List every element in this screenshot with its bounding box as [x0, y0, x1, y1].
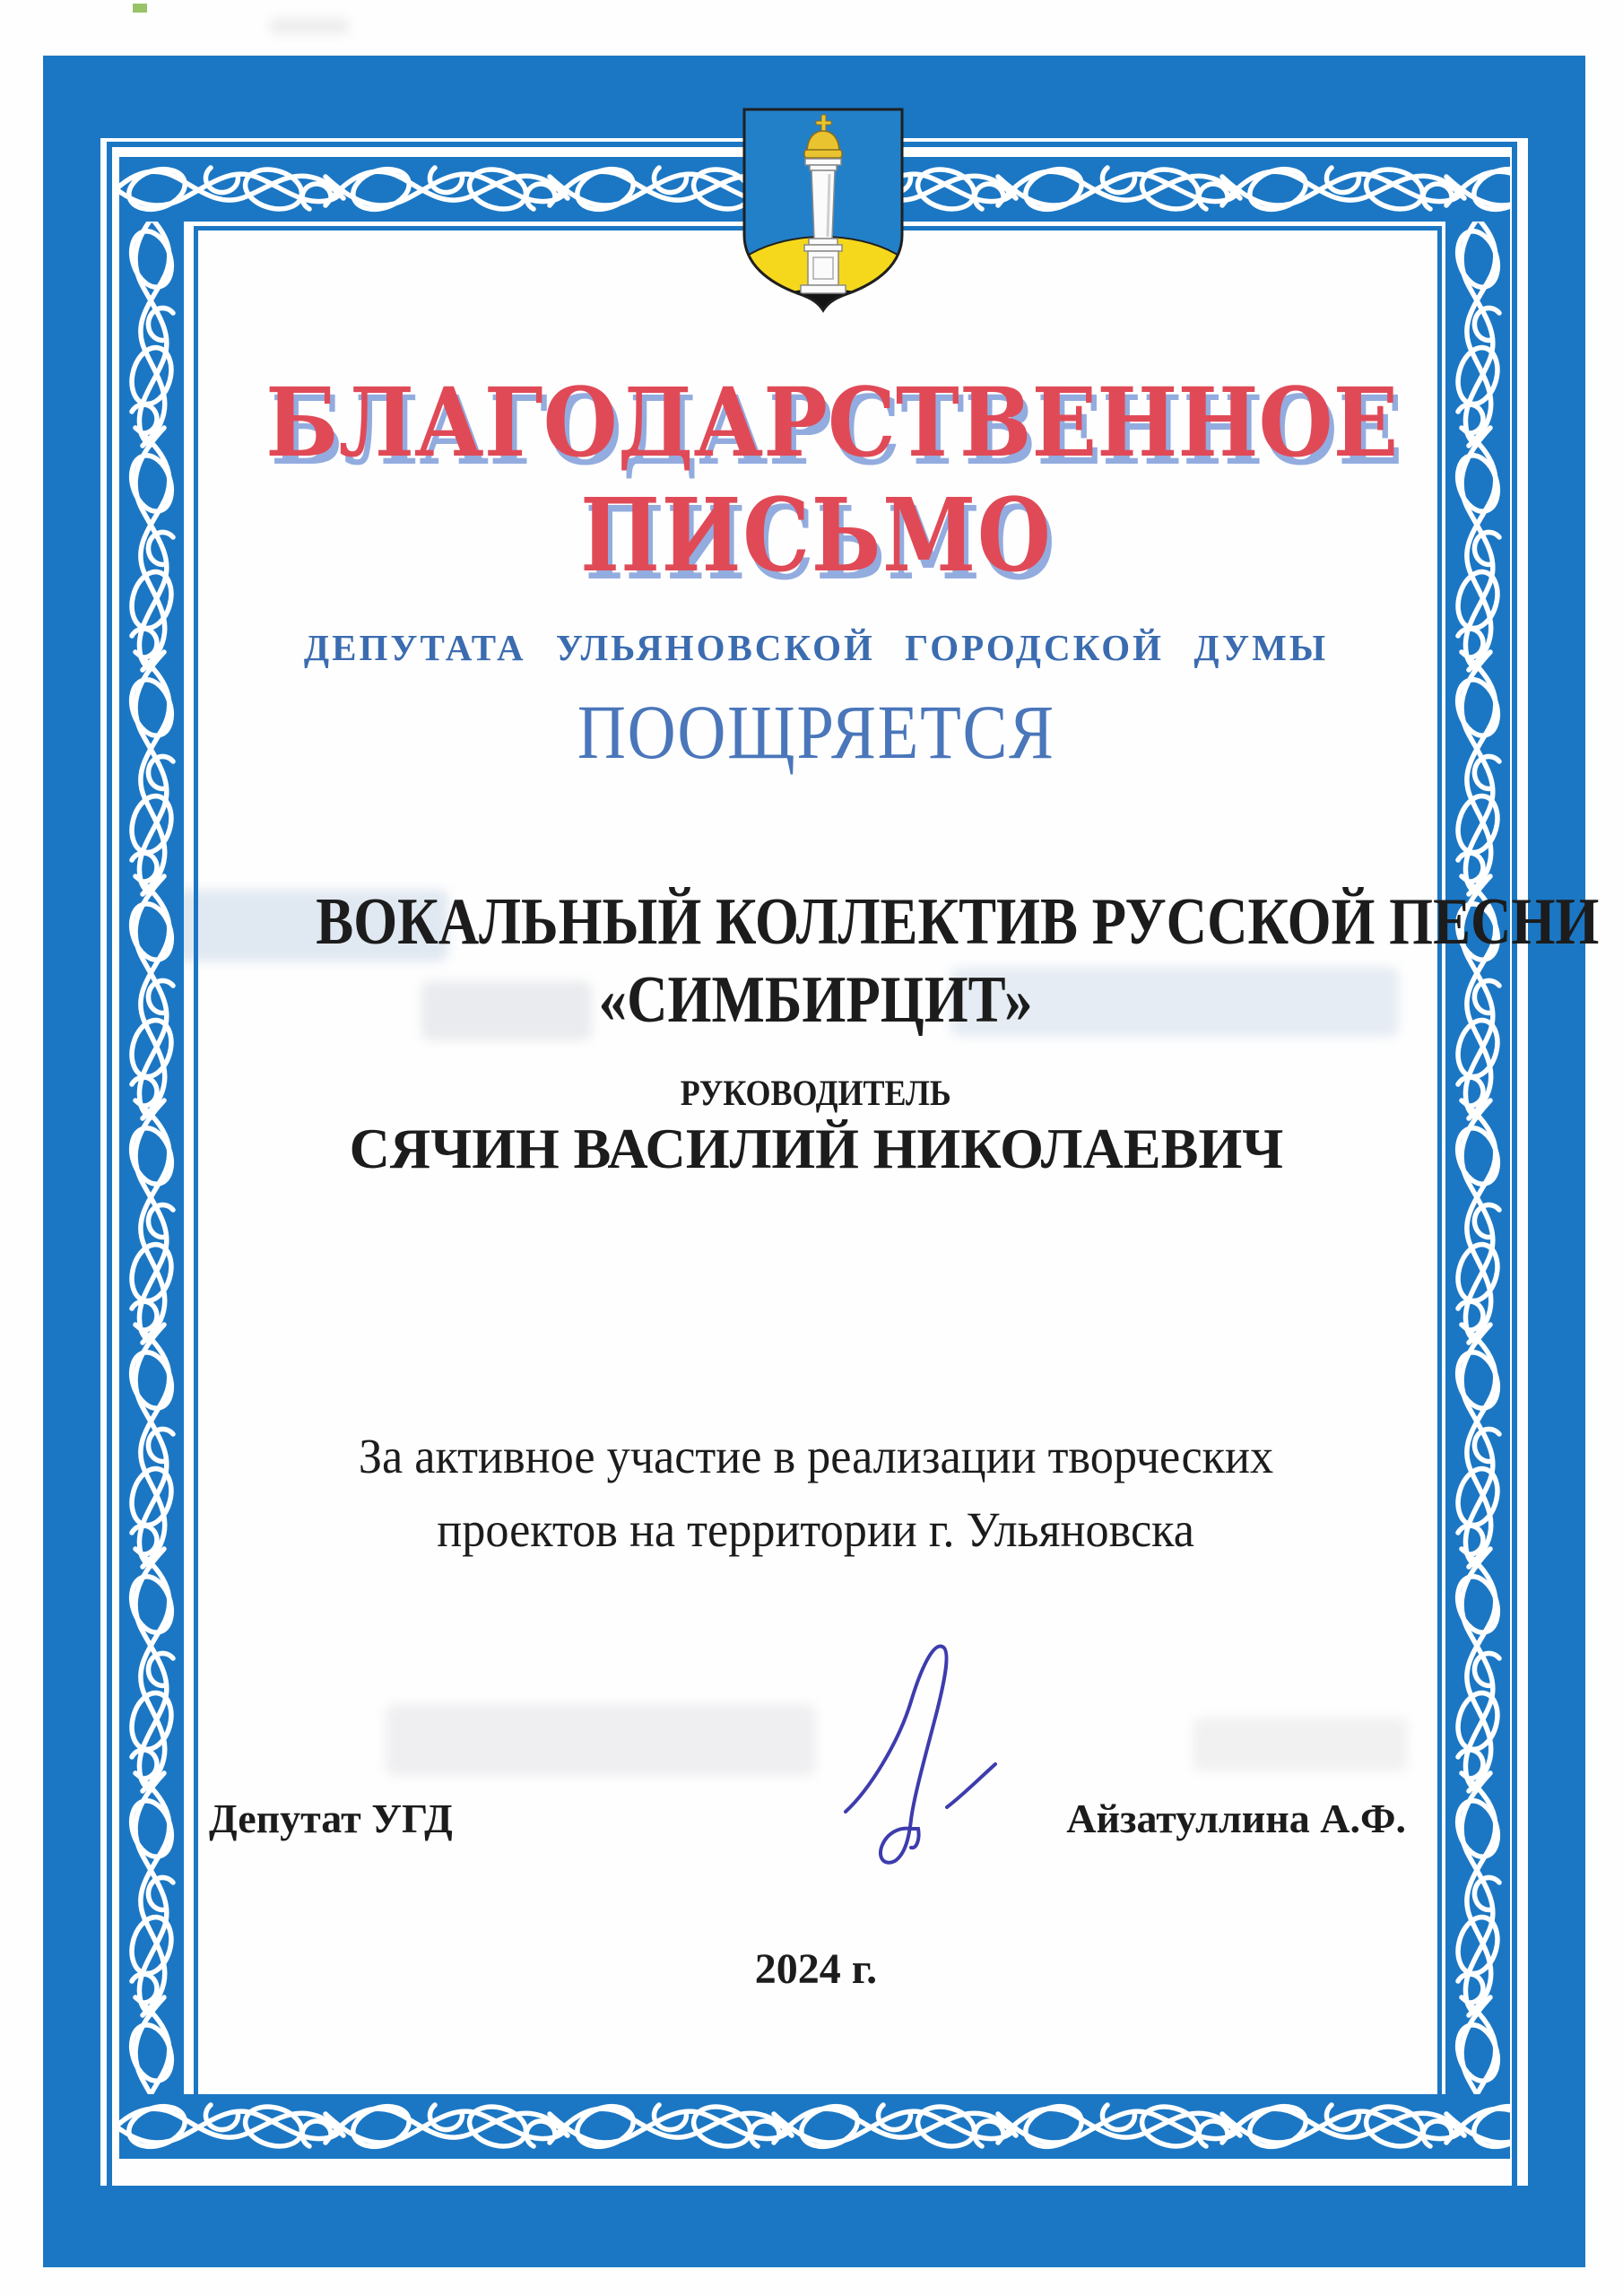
recipient-group-line1: ВОКАЛЬНЫЙ КОЛЛЕКТИВ РУССКОЙ ПЕСНИ — [316, 885, 1600, 959]
guilloche-ornament-left — [119, 222, 184, 2094]
signature-ink-icon — [825, 1628, 1022, 1879]
guilloche-ornament-right — [1445, 222, 1510, 2094]
award-verb: ПООЩРЯЕТСЯ — [577, 689, 1055, 775]
scan-artifact-green-speck — [133, 4, 147, 13]
certificate-title-text2: ПИСЬМО — [579, 477, 1053, 595]
scan-artifact-top-smudge — [269, 18, 350, 34]
issuer-line: ДЕПУТАТА УЛЬЯНОВСКОЙ ГОРОДСКОЙ ДУМЫ — [303, 627, 1329, 668]
citation-line1: За активное участие в реализации творческих — [358, 1429, 1274, 1483]
certificate-title-text1: БЛАГОДАРСТВЕННОЕ — [265, 366, 1399, 478]
recipient-person-name: СЯЧИН ВАСИЛИЙ НИКОЛАЕВИЧ — [349, 1117, 1283, 1180]
recipient-role: РУКОВОДИТЕЛЬ — [681, 1073, 951, 1113]
citation-text — [203, 1420, 1429, 1567]
guilloche-ornament-bottom — [119, 2094, 1510, 2159]
recipient-group-line2: «СИМБИРЦИТ» — [599, 963, 1033, 1037]
signer-name-label: Айзатуллина А.Ф. — [1066, 1796, 1406, 1841]
certificate-title-line2 — [203, 477, 1429, 595]
certificate-title-line1 — [203, 366, 1429, 478]
citation-line2: проектов на территории г. Ульяновска — [437, 1502, 1195, 1557]
year-label: 2024 г. — [754, 1945, 878, 1993]
ulyanovsk-coat-of-arms-icon — [737, 104, 909, 316]
signer-position-label: Депутат УГД — [209, 1796, 453, 1841]
